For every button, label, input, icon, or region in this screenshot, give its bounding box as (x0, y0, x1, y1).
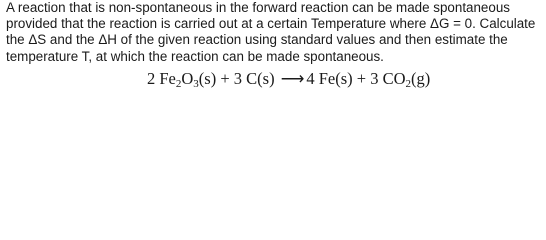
reaction-arrow-icon: ⟶ (280, 69, 305, 88)
product2-formula (383, 69, 431, 88)
plus-sign: + (356, 69, 367, 88)
reactant2-formula: 3 C(s) (233, 69, 275, 88)
oxygen-subscript: 2 (405, 78, 412, 90)
reactant1-coefficient: 2 (147, 69, 156, 88)
reactant1-formula (159, 69, 216, 88)
plus-sign: + (220, 69, 230, 88)
iron-symbol: Fe (159, 69, 176, 88)
oxygen-symbol: O (181, 69, 194, 88)
iron-subscript: 2 (175, 78, 182, 90)
product1-formula: 4 Fe(s) (306, 69, 353, 88)
oxygen-subscript: 3 (193, 78, 199, 90)
product2-state: (g) (411, 69, 431, 88)
carbon-dioxide-symbol: CO (382, 69, 406, 88)
problem-line-4: temperature T, at which the reaction can be made spontaneous. (6, 48, 384, 64)
reactant1-state: (s) (198, 69, 217, 88)
problem-line-3: the ΔS and the ΔH of the given reaction using standard values and then estimate the (6, 32, 508, 48)
product2-coefficient: 3 (370, 69, 379, 88)
problem-line-1: A reaction that is non-spontaneous in the forward reaction can be made spontaneous (6, 0, 510, 15)
problem-line-2: provided that the reaction is carried out at a certain Temperature where ΔG = 0. Calculate (6, 16, 536, 32)
problem-statement (6, 0, 542, 65)
chemical-equation (147, 69, 430, 89)
